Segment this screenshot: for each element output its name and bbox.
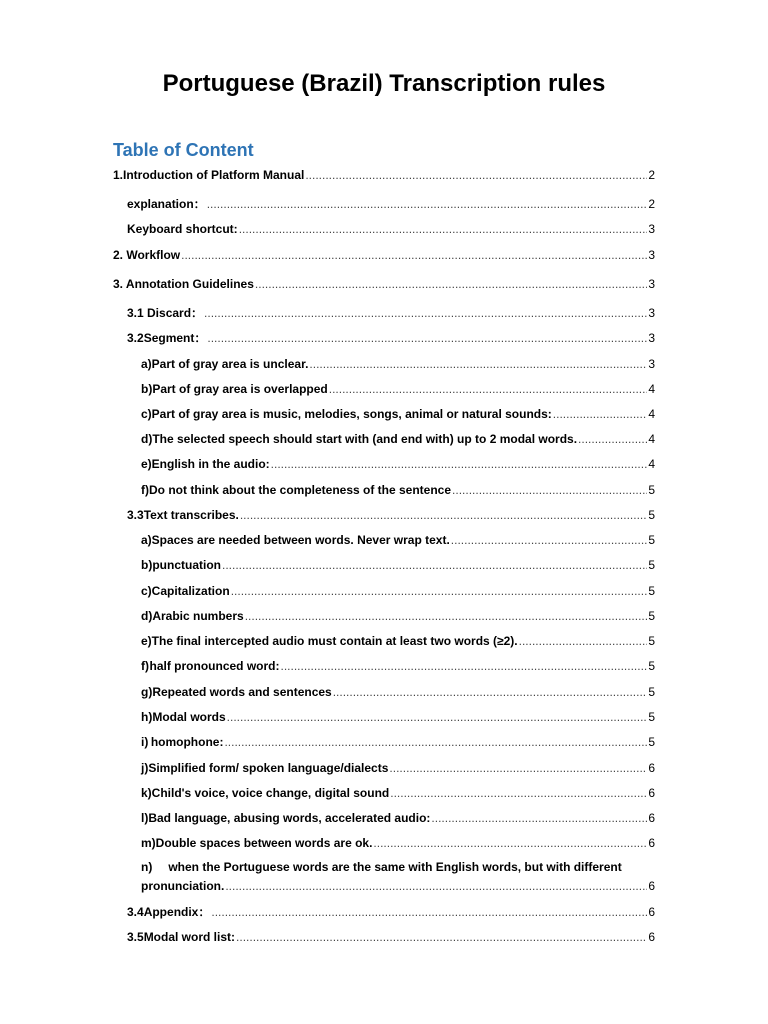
toc-entry[interactable] [141,685,655,699]
toc-page-number: 4 [648,407,655,421]
toc-entry[interactable] [141,659,655,673]
toc-leader [333,685,648,699]
toc-entry-label: homophone: [150,735,224,749]
toc-entry-number: g) [141,685,153,699]
toc-entry[interactable] [141,558,655,572]
toc-entry[interactable] [127,930,655,944]
toc-page-number: 5 [648,685,655,699]
toc-entry-label: explanation： [127,197,206,211]
toc-entry-label: The selected speech should start with (and end with) up to 2 modal words. [152,432,578,446]
toc-leader [553,407,648,421]
toc-entry-number: d) [141,609,153,623]
toc-entry[interactable] [141,407,655,421]
toc-entry-label: Appendix： [143,905,211,919]
toc-entry[interactable] [141,457,655,471]
toc-entry-label: Text transcribes. [143,508,239,522]
toc-page-number: 5 [648,634,655,648]
toc-entry[interactable] [141,533,655,547]
toc-leader [309,357,647,371]
toc-entry-number: l) [141,811,149,825]
toc-entry-label: Child's voice, voice change, digital sound [151,786,390,800]
toc-entry-label: half pronounced word: [149,659,280,673]
toc-page-number: 3 [648,306,655,320]
toc-page-number: 6 [648,811,655,825]
toc-entry-label: Introduction of Platform Manual [123,168,305,182]
toc-leader [305,168,647,182]
toc-page-number: 6 [648,761,655,775]
toc-entry-number: m) [141,836,156,850]
toc-page-number: 5 [648,735,655,749]
toc-entry-label: Bad language, abusing words, accelerated audio: [148,811,431,825]
toc-entry-label: when the Portuguese words are the same with English words, but with different [168,860,622,874]
toc-entry[interactable] [141,811,655,825]
toc-leader [211,905,647,919]
toc-entry[interactable] [141,735,655,749]
toc-entry[interactable] [127,508,655,522]
toc-entry-label: Repeated words and sentences [152,685,332,699]
toc-leader [224,735,647,749]
toc-entry-number: f) [141,483,149,497]
toc-entry[interactable] [141,710,655,724]
toc-entry-number: a) [141,533,152,547]
toc-leader [181,248,647,262]
toc-leader [281,659,648,673]
toc-leader [451,533,648,547]
toc-entry-label: Part of gray area is overlapped [152,382,328,396]
toc-entry-second-line [141,879,655,893]
toc-entry-label: Simplified form/ spoken language/dialects [148,761,389,775]
toc-entry[interactable] [113,277,655,291]
toc-entry-first-line [141,860,655,874]
toc-entry-label: Spaces are needed between words. Never wrap text. [151,533,450,547]
toc-entry-label: Double spaces between words are ok. [155,836,373,850]
toc-leader [207,197,648,211]
toc-page-number: 2 [648,168,655,182]
toc-entry-label: Modal word list: [143,930,236,944]
toc-page-number: 5 [648,508,655,522]
toc-leader [578,432,647,446]
toc-page-number: 5 [648,558,655,572]
toc-entry-number: i) [141,735,149,749]
toc-leader [207,331,647,345]
toc-entry-number: n) [141,860,153,874]
toc-leader [431,811,647,825]
toc-entry-label: 3. Annotation Guidelines [113,277,254,291]
toc-entry-number: j) [141,761,149,775]
toc-entry[interactable] [127,331,655,345]
toc-page-number: 6 [648,930,655,944]
toc-entry-label: Part of gray area is unclear. [151,357,309,371]
toc-entry[interactable] [141,483,655,497]
toc-leader [236,930,647,944]
toc-entry[interactable] [141,357,655,371]
toc-page-number: 4 [648,382,655,396]
toc-entry-number: c) [141,584,152,598]
toc-entry[interactable] [141,432,655,446]
toc-page-number: 4 [648,457,655,471]
toc-page-number: 3 [648,357,655,371]
toc-entry-label: 3.1 Discard： [127,306,204,320]
toc-page-number: 5 [648,483,655,497]
toc-entry-label: 2. Workflow [113,248,181,262]
toc-page-number: 3 [648,331,655,345]
toc-leader [452,483,647,497]
toc-entry-number: b) [141,558,153,572]
toc-entry-label: punctuation [152,558,221,572]
toc-leader [225,879,647,893]
toc-page-number: 4 [648,432,655,446]
toc-entry-number: k) [141,786,152,800]
toc-page-number: 5 [648,584,655,598]
toc-entry-number: a) [141,357,152,371]
toc-entry-label: Part of gray area is music, melodies, songs, animal or natural sounds: [151,407,552,421]
toc-entry[interactable] [113,248,655,262]
toc-page-number: 6 [648,836,655,850]
toc-entry[interactable] [141,761,655,775]
toc-leader [390,786,647,800]
toc-entry[interactable] [113,168,655,182]
toc-leader [240,508,647,522]
toc-leader [389,761,647,775]
toc-entry-label-continued: pronunciation. [141,879,225,893]
toc-entry[interactable] [141,836,655,850]
toc-leader [373,836,647,850]
toc-entry-number: b) [141,382,153,396]
toc-entry-number: 3.3 [127,508,144,522]
toc-entry-label: Modal words [152,710,226,724]
toc-entry-number: f) [141,659,149,673]
toc-entry-number: 1. [113,168,124,182]
toc-heading: Table of Content [113,140,254,160]
toc-entry[interactable] [127,197,655,211]
toc-entry-number: e) [141,457,152,471]
toc-entry-label: Capitalization [151,584,230,598]
toc-entry[interactable] [141,584,655,598]
toc-leader [239,222,648,236]
toc-page-number: 5 [648,609,655,623]
toc-entry[interactable] [127,306,655,320]
toc-entry-label: Segment： [143,331,207,345]
toc-leader [245,609,648,623]
toc-entry-number: 3.4 [127,905,144,919]
toc-entry-label: Keyboard shortcut: [127,222,238,236]
toc-entry[interactable] [127,222,655,236]
toc-entry-number: d) [141,432,153,446]
toc-entry[interactable] [141,609,655,623]
toc-leader [231,584,648,598]
toc-entry[interactable] [141,786,655,800]
document-title: Portuguese (Brazil) Transcription rules [162,70,606,97]
toc-entry-number: 3.5 [127,930,144,944]
toc-leader [227,710,648,724]
toc-leader [271,457,648,471]
toc-entry-label: Arabic numbers [152,609,244,623]
toc-page-number: 3 [648,222,655,236]
toc-page-number: 5 [648,533,655,547]
toc-entry[interactable] [127,905,655,919]
toc-leader [519,634,648,648]
toc-page-number: 3 [648,248,655,262]
toc-page-number: 5 [648,659,655,673]
toc-entry-number: e) [141,634,152,648]
toc-entry-number: c) [141,407,152,421]
toc-entry-number: h) [141,710,153,724]
toc-page-number: 6 [648,879,655,893]
toc-entry-number: 3.2 [127,331,144,345]
toc-page-number: 5 [648,710,655,724]
toc-page-number: 6 [648,786,655,800]
toc-entry[interactable] [141,634,655,648]
toc-entry-label: The final intercepted audio must contain at least two words (≥2). [151,634,518,648]
toc-page-number: 2 [648,197,655,211]
toc-page-number: 3 [648,277,655,291]
toc-leader [222,558,647,572]
toc-page-number: 6 [648,905,655,919]
toc-entry[interactable] [141,382,655,396]
toc-leader [329,382,648,396]
toc-entry[interactable] [141,860,655,893]
toc-entry-label: English in the audio: [151,457,270,471]
toc-entry-label: Do not think about the completeness of the sentence [149,483,452,497]
toc-leader [255,277,647,291]
toc-leader [204,306,647,320]
